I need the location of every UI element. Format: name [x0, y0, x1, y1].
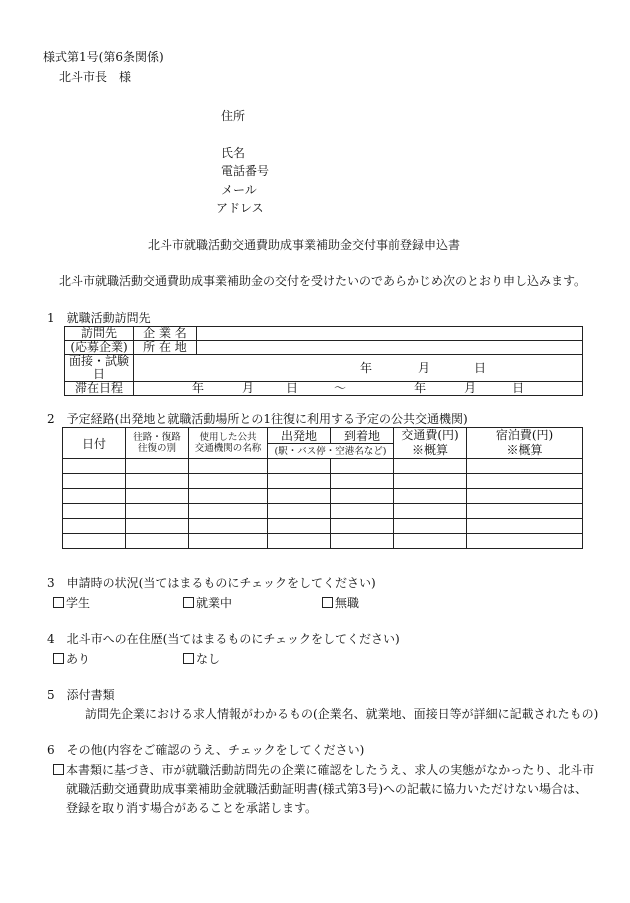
company-label: 企 業 名: [134, 327, 197, 341]
form-number: 様式第1号(第6条関係): [43, 50, 164, 64]
stay-tilde: ～: [334, 381, 347, 395]
table-row[interactable]: [63, 474, 583, 489]
col-fare: 交通費(円) ※概算: [394, 428, 467, 459]
stay-label: 滞在日程: [65, 382, 134, 396]
col-date: 日付: [63, 428, 126, 459]
checkbox-icon[interactable]: [183, 597, 194, 608]
checkbox-icon[interactable]: [53, 597, 64, 608]
col-transport: 使用した公共 交通機関の名称: [189, 428, 268, 459]
table-row[interactable]: [63, 504, 583, 519]
checkbox-employed[interactable]: 就業中: [183, 594, 232, 611]
addressee: 北斗市長 様: [59, 70, 132, 84]
stay-from-year: 年: [192, 381, 205, 395]
checkbox-unemployed[interactable]: 無職: [322, 594, 359, 611]
col-lodging: 宿泊費(円) ※概算: [467, 428, 583, 459]
page-title: 北斗市就職活動交通費助成事業補助金交付事前登録申込書: [148, 238, 461, 252]
company-field[interactable]: [197, 327, 583, 341]
consent-line3: 登録を取り消す場合があることを承諾します。: [66, 801, 318, 815]
phone-label: 電話番号: [221, 164, 270, 178]
attachment-text: 訪問先企業における求人情報がわかるもの(企業名、就業地、面接日等が詳細に記載されたもの): [85, 707, 599, 721]
interview-year: 年: [360, 360, 373, 375]
stay-to-month: 月: [464, 381, 477, 395]
checkbox-icon[interactable]: [183, 653, 194, 664]
interview-month: 月: [418, 360, 431, 375]
section2-heading: 2 予定経路(出発地と就職活動場所との1往復に利用する予定の公共交通機関): [47, 412, 468, 426]
visit-table: [64, 326, 583, 396]
address-label: 住所: [221, 109, 246, 123]
checkbox-icon[interactable]: [322, 597, 333, 608]
checkbox-student[interactable]: 学生: [53, 594, 90, 611]
checkbox-resided-yes[interactable]: あり: [53, 650, 90, 667]
col-place-note: (駅・バス停・空港名など): [268, 444, 394, 459]
section5-heading: 5 添付書類: [47, 688, 115, 702]
consent-line2: 就職活動交通費助成事業補助金就職活動証明書(様式第3号)への記載に協力いただけない場合は、: [66, 782, 588, 796]
stay-to-year: 年: [414, 381, 427, 395]
mail-label-2: アドレス: [216, 201, 264, 215]
interview-label: 面接・試験日: [65, 355, 134, 382]
location-field[interactable]: [197, 341, 583, 355]
table-row[interactable]: [63, 489, 583, 504]
stay-to-day: 日: [512, 381, 525, 395]
table-row[interactable]: [63, 459, 583, 474]
checkbox-icon[interactable]: [53, 653, 64, 664]
col-arrive: 到着地: [331, 428, 394, 444]
intro-text: 北斗市就職活動交通費助成事業補助金の交付を受けたいのであらかじめ次のとおり申し込みます。: [59, 274, 587, 288]
location-label: 所 在 地: [134, 341, 197, 355]
checkbox-resided-no[interactable]: なし: [183, 650, 220, 667]
visit-label: 訪問先: [65, 327, 134, 341]
section6-heading: 6 その他(内容をご確認のうえ、チェックをしてください): [47, 743, 365, 757]
interview-day: 日: [474, 360, 487, 375]
route-table: [62, 427, 583, 549]
consent-line1[interactable]: 本書類に基づき、市が就職活動訪問先の企業に確認をしたうえ、求人の実態がなかったり、北斗市: [53, 761, 594, 778]
visit-label-2: (応募企業): [65, 341, 134, 355]
col-depart: 出発地: [268, 428, 331, 444]
stay-field[interactable]: [134, 382, 583, 396]
mail-label: メール: [221, 183, 257, 197]
name-label: 氏名: [221, 146, 246, 160]
checkbox-icon[interactable]: [53, 764, 64, 775]
table-row[interactable]: [63, 534, 583, 549]
section4-heading: 4 北斗市への在住歴(当てはまるものにチェックをしてください): [47, 632, 400, 646]
section3-heading: 3 申請時の状況(当てはまるものにチェックをしてください): [47, 576, 376, 590]
interview-date-field[interactable]: [134, 355, 583, 382]
stay-from-day: 日: [286, 381, 299, 395]
stay-from-month: 月: [242, 381, 255, 395]
col-trip: 往路・復路 往復の別: [126, 428, 189, 459]
table-row[interactable]: [63, 519, 583, 534]
section1-heading: 1 就職活動訪問先: [47, 311, 151, 325]
